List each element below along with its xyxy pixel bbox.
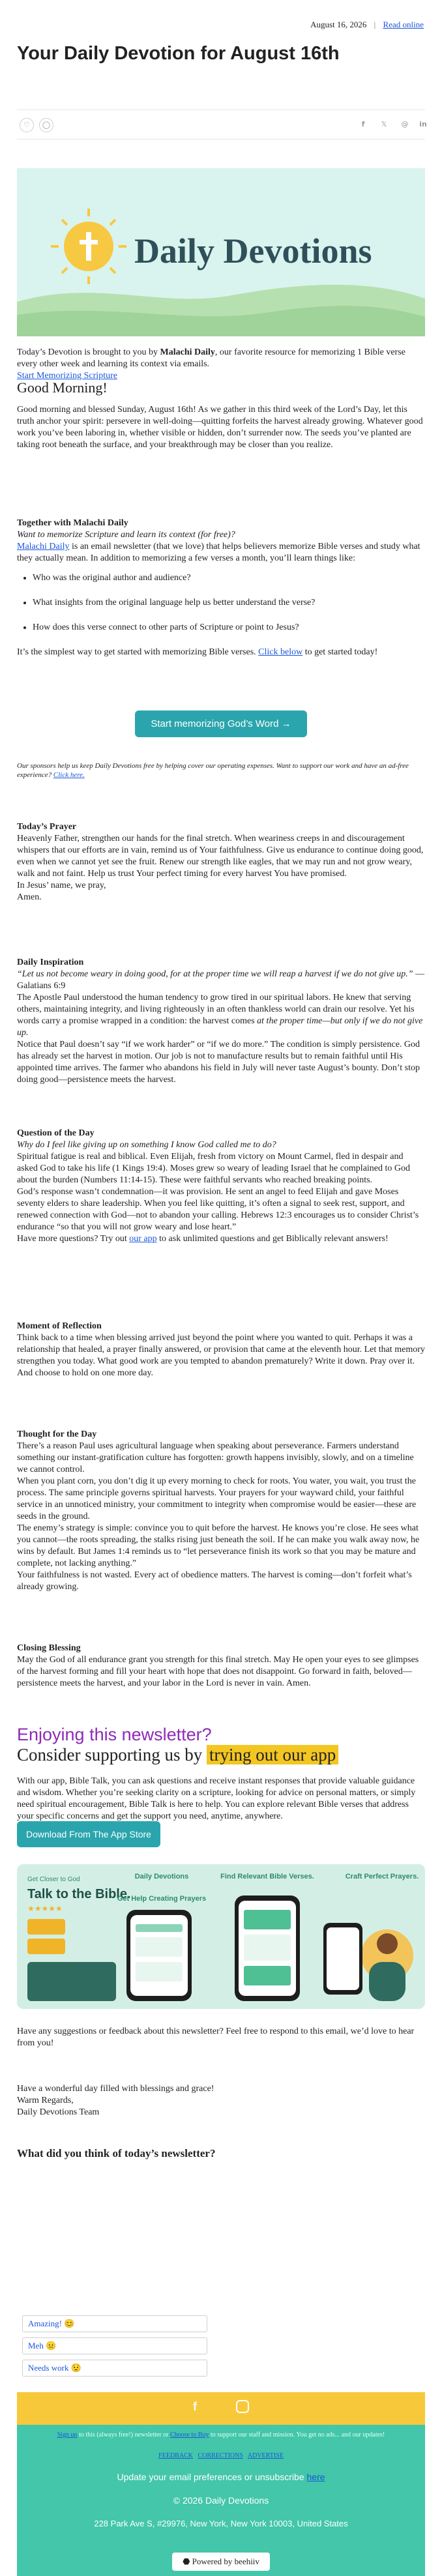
prayer-heading: Today’s Prayer bbox=[17, 822, 77, 832]
linkedin-icon[interactable]: in bbox=[419, 120, 427, 128]
sponsor-closing bbox=[17, 647, 425, 658]
consider-text: Consider supporting us by bbox=[17, 1745, 207, 1764]
comment-icon[interactable]: ◯ bbox=[39, 118, 53, 132]
unsubscribe-link[interactable]: here bbox=[306, 2472, 325, 2482]
promo-panel4-title: Craft Perfect Prayers. bbox=[345, 1873, 419, 1881]
hero-illustration bbox=[17, 168, 425, 336]
issue-date: August 16, 2026 bbox=[310, 20, 367, 29]
powered-text: Powered by beehiiv bbox=[192, 2556, 259, 2566]
promo-left-small: Get Closer to God bbox=[27, 1876, 80, 1883]
app-screens-illustration bbox=[17, 1864, 425, 2009]
sign-up-link[interactable]: Sign up bbox=[57, 2431, 78, 2438]
click-below-link[interactable]: Click below bbox=[258, 647, 303, 657]
signoff-line-2: Warm Regards, bbox=[17, 2096, 74, 2105]
thought-p2: When you plant corn, you don’t dig it up every morning to check for roots. You water, you wait, you trust the process. The same principle governs spiritual harvests. Your prayers for your wayward child, your faithful service in an unnoticed ministry, your commitment to integrity when compromise would be easier—these are seeds in the ground. bbox=[17, 1476, 417, 1521]
intro-text-2: , our favorite resource for memorizing 1 Bible verse every other week and learning its context via emails. bbox=[17, 347, 405, 369]
signoff-line-3: Daily Devotions Team bbox=[17, 2107, 100, 2117]
footer bbox=[17, 2392, 425, 2576]
inspiration-section bbox=[17, 957, 425, 1086]
sponsor-note-text: Our sponsors help us keep Daily Devotions free by helping cover our operating expenses. Want to support our work and have an ad-free experience? bbox=[17, 762, 409, 779]
footer-links bbox=[17, 2452, 425, 2459]
sponsor-cta bbox=[17, 710, 425, 737]
feedback-heading: What did you think of today’s newsletter? bbox=[17, 2147, 216, 2159]
x-icon[interactable]: 𝕏 bbox=[381, 120, 387, 128]
sponsor-section bbox=[17, 518, 425, 658]
signoff bbox=[17, 2083, 425, 2118]
list-item: • What insights from the original language help us better understand the verse? bbox=[33, 597, 425, 609]
sponsor-name: Malachi Daily bbox=[160, 347, 215, 357]
prayer-body: Heavenly Father, strengthen our hands for the final stretch. When weariness creeps in and discouragement whispers that our efforts are in vain, remind us of Your faithfulness. Give us endurance to continue doing good, even when we cannot yet see the fruit. Renew our strength like eagles, that we may run and not grow weary, walk and not faint. Help us trust Your perfect timing for every harvest You have promised. bbox=[17, 834, 424, 879]
promo-panel3-title: Find Relevant Bible Verses. bbox=[220, 1873, 314, 1881]
footer-social-bar bbox=[17, 2392, 425, 2425]
app-promo-image bbox=[17, 1864, 425, 2009]
threads-icon[interactable]: @ bbox=[401, 120, 409, 128]
footer-address: 228 Park Ave S, #29976, New York, New York 10003, United States bbox=[94, 2519, 348, 2528]
thought-heading: Thought for the Day bbox=[17, 1429, 97, 1439]
corrections-link[interactable]: CORRECTIONS bbox=[198, 2452, 243, 2459]
question-p1: Spiritual fatigue is real and biblical. Even Elijah, fresh from victory on Mount Carmel, fled in despair and asked God to take his life (1 Kings 19:4). Moses grew so weary of leading Israel that he complained to God about the burden (Numbers 11:14-15). These were faithful servants who reached breaking points. bbox=[17, 1152, 411, 1185]
feedback-option-amazing[interactable]: Amazing! 😊 bbox=[22, 2315, 207, 2332]
question-sub: Why do I feel like giving up on something I know God called me to do? bbox=[17, 1140, 276, 1150]
intro-section bbox=[17, 347, 425, 451]
hero-banner bbox=[17, 168, 425, 336]
advertise-link[interactable]: ADVERTISE bbox=[247, 2452, 284, 2459]
list-item: • Who was the original author and audience? bbox=[33, 572, 425, 584]
signup-text-mid: to this (always free!) newsletter or bbox=[77, 2431, 171, 2438]
closing-blessing-heading: Closing Blessing bbox=[17, 1643, 81, 1653]
download-app-button[interactable]: Download From The App Store bbox=[17, 1821, 160, 1847]
promo-stars: ★★★★★ bbox=[27, 1904, 63, 1913]
question-p3-text: Have more questions? Try out bbox=[17, 1234, 130, 1244]
reflection-section bbox=[17, 1321, 425, 1379]
heart-icon[interactable]: ♡ bbox=[20, 118, 34, 132]
read-online-link[interactable]: Read online bbox=[383, 20, 424, 29]
sponsor-body-text: is an email newsletter (that we love) that helps believers memorize Bible verses and study what they actually mean. In addition to memorizing a few verses a month, you’ll learn things like: bbox=[17, 542, 420, 563]
feedback-section bbox=[17, 2147, 425, 2160]
inspiration-verse bbox=[17, 969, 425, 992]
hero-title: Daily Devotions bbox=[134, 231, 372, 271]
promo-left-title: Talk to the Bible. bbox=[27, 1887, 131, 1901]
inspiration-p1-text: The Apostle Paul understood the human tendency to grow tired in our spiritual labors. He knew that serving others, maintaining integrity, and living righteously in an often thankless world can drain our resolve. Yet his words carry a promise wrapped in a condition: the harvest comes bbox=[17, 993, 415, 1026]
start-memorizing-link[interactable]: Start Memorizing Scripture bbox=[17, 371, 117, 381]
separator: | bbox=[374, 20, 376, 29]
choose-to-buy-link[interactable]: Choose to Buy bbox=[170, 2431, 209, 2438]
inspiration-p2: Notice that Paul doesn’t say “if we work harder” or “if we do more.” The condition is simply persistence. God has already set the harvest in motion. Our job is not to manufacture results but to remain faithful until His appointed time arrives. The farmer who abandons his field in July will never taste August’s bounty. Don’t stop doing good—persistence meets the harvest. bbox=[17, 1040, 420, 1085]
sponsor-heading: Together with Malachi Daily bbox=[17, 518, 128, 528]
inspiration-p1 bbox=[17, 992, 425, 1039]
closing-text: It’s the simplest way to get started with memorizing Bible verses. bbox=[17, 647, 259, 657]
inspiration-heading: Daily Inspiration bbox=[17, 958, 84, 967]
powered-by-badge[interactable] bbox=[172, 2553, 270, 2571]
feedback-option-needs-work[interactable]: Needs work 😟 bbox=[22, 2360, 207, 2377]
reflection-heading: Moment of Reflection bbox=[17, 1321, 102, 1331]
thought-p1: There’s a reason Paul uses agricultural language when speaking about perseverance. Farmers understand something our instant-gratification culture has forgotten: growth happens invisibly, slowly, and on a timeline we cannot control. bbox=[17, 1441, 414, 1474]
thought-p4: Your faithfulness is not wasted. Every act of obedience matters. The harvest is coming—don’t forfeit what’s already growing. bbox=[17, 1570, 412, 1592]
verse-ref: — Galatians 6:9 bbox=[17, 969, 425, 991]
prayer-section bbox=[17, 821, 425, 903]
footer-preferences bbox=[17, 2472, 425, 2482]
question-p3 bbox=[17, 1233, 425, 1245]
start-memorizing-button[interactable]: Start memorizing God’s Word → bbox=[135, 710, 306, 737]
reflection-body: Think back to a time when blessing arrived just beyond the point where you wanted to quit. Perhaps it was a relationship that healed, a prayer finally answered, or provision that came at the eleventh hour. Let that memory strengthen you today. What good work are you tempted to abandon prematurely? Write it down. Pray over it. And choose to hold on one more day. bbox=[17, 1333, 425, 1378]
closing-blessing-section bbox=[17, 1643, 425, 1690]
intro-body: Good morning and blessed Sunday, August 16th! As we gather in this third week of the Lord’s Day, let this truth anchor your spirit: persevere in well-doing—quitting forfeits the harvest already growing. Whatever good work you’ve been laboring in, whether visible or hidden, don’t surrender now. The seeds you’ve planted are taking root beneath the surface, and your breakthrough may be closer than you realize. bbox=[17, 405, 423, 450]
feedback-link[interactable]: FEEDBACK bbox=[158, 2452, 193, 2459]
closing-text-2: to get started today! bbox=[302, 647, 378, 657]
question-section bbox=[17, 1128, 425, 1245]
verse-text: “Let us not become weary in doing good, for at the proper time we will reap a harvest if we do not give up.” bbox=[17, 969, 413, 979]
share-bar bbox=[17, 110, 425, 139]
consider-highlight: trying out our app bbox=[207, 1745, 338, 1764]
list-item: • How does this verse connect to other parts of Scripture or point to Jesus? bbox=[33, 622, 425, 634]
app-promo-section bbox=[17, 1725, 425, 1822]
sponsor-bullets bbox=[17, 572, 425, 634]
app-store-cta bbox=[17, 1821, 425, 1847]
question-p3-text-2: to ask unlimited questions and get Biblically relevant answers! bbox=[156, 1234, 389, 1244]
feedback-option-meh[interactable]: Meh 😐 bbox=[22, 2337, 207, 2354]
prayer-amen: Amen. bbox=[17, 892, 42, 902]
intro-text: Today’s Devotion is brought to you by bbox=[17, 347, 160, 357]
header-meta bbox=[310, 20, 424, 30]
footer-signup-text bbox=[17, 2431, 425, 2438]
signoff-line-1: Have a wonderful day filled with blessings and grace! bbox=[17, 2084, 214, 2094]
greeting: Good Morning! bbox=[17, 379, 108, 396]
enjoy-heading: Enjoying this newsletter? bbox=[17, 1725, 212, 1744]
sponsor-body bbox=[17, 541, 425, 564]
inspiration-p1-italic: at the proper time—but only if we do not give up. bbox=[17, 1016, 423, 1038]
sponsor-intro bbox=[17, 347, 425, 370]
instagram-icon[interactable] bbox=[236, 2400, 249, 2413]
promo-panel2-title: Daily Devotions bbox=[134, 1873, 189, 1881]
sponsor-subheading: Want to memorize Scripture and learn its context (for free)? bbox=[17, 530, 235, 540]
thought-section bbox=[17, 1429, 425, 1593]
question-p2: God’s response wasn’t condemnation—it was provision. He sent an angel to feed Elijah and gave Moses seventy elders to share leadership. When you feel like quitting, it’s often a signal to seek rest, support, and renewed connection with God—not to abandon your calling. Hebrews 12:3 encourages us to consider Christ’s endurance “so that you will not grow weary and lose heart.” bbox=[17, 1187, 419, 1232]
our-app-link[interactable]: our app bbox=[129, 1234, 157, 1244]
prayer-closing: In Jesus’ name, we pray, bbox=[17, 881, 106, 890]
facebook-icon[interactable]: f bbox=[361, 120, 365, 128]
sponsor-note bbox=[17, 761, 425, 780]
thought-p3: The enemy’s strategy is simple: convince you to quit before the harvest. He knows you’re close. He sees what you cannot—the roots spreading, the stalks rising just beneath the soil. If he can make you walk away now, he wins by default. But James 1:4 reminds us to “let perseverance finish its work so that you may be mature and complete, not lacking anything.” bbox=[17, 1523, 420, 1568]
footer-copyright: © 2026 Daily Devotions bbox=[173, 2495, 269, 2506]
promo-panel2-sub: Get Help Creating Prayers bbox=[117, 1895, 207, 1903]
ad-free-link[interactable]: Click here. bbox=[53, 771, 85, 779]
consider-heading bbox=[17, 1745, 425, 1765]
suggestions-text: Have any suggestions or feedback about this newsletter? Feel free to respond to this email, we’d love to hear from you! bbox=[17, 2027, 415, 2048]
closing-blessing-body: May the God of all endurance grant you strength for this final stretch. May He open your eyes to see glimpses of the harvest forming and fill your heart with hope that does not disappoint. Go forward in faith, beloved—persistence meets the harvest, and your labor in the Lord is never in vain. Amen. bbox=[17, 1655, 419, 1688]
malachi-daily-link[interactable]: Malachi Daily bbox=[17, 542, 70, 551]
signup-text-post: to support our staff and mission. You get no ads... and our updates! bbox=[209, 2431, 385, 2438]
question-heading: Question of the Day bbox=[17, 1128, 95, 1138]
app-promo-body: With our app, Bible Talk, you can ask questions and receive instant responses that provide valuable guidance and wisdom. Whether you’re seeking clarity on a scripture, looking for advice on personal matters, or simply need spiritual encouragement, Bible Talk is here to help. You can explore relevant Bible verses that address your specific concerns and get the support you need, anytime, anywhere. bbox=[17, 1776, 416, 1821]
page-title: Your Daily Devotion for August 16th bbox=[17, 43, 340, 64]
facebook-icon[interactable]: f bbox=[193, 2400, 197, 2413]
beehiiv-icon: ⬣ bbox=[183, 2556, 190, 2566]
prefs-text: Update your email preferences or unsubscribe bbox=[117, 2472, 307, 2482]
